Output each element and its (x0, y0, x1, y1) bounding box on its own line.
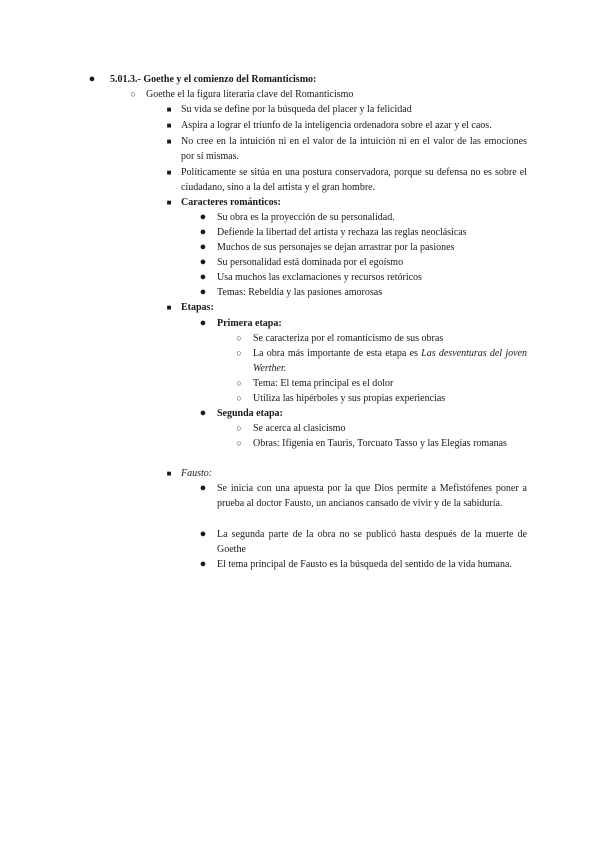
list-item: Muchos de sus personajes se dejan arrastrar por la pasiones (217, 242, 455, 253)
list-item (253, 346, 527, 376)
circle-bullet-icon: ○ (236, 378, 242, 388)
section-heading: 5.01.3.- Goethe y el comienzo del Romanticismo: (110, 74, 317, 85)
item-text: La obra más importante de esta etapa es (253, 348, 422, 359)
stage-title: Segunda etapa: (217, 408, 283, 419)
circle-bullet-icon: ○ (236, 348, 242, 358)
disc-bullet-icon: ● (199, 241, 207, 253)
circle-bullet-icon: ○ (236, 438, 242, 448)
list-item: Se inicia con una apuesta por la que Dios permite a Mefistófenes poner a prueba al doctor Fausto, un ancianos cansado de vivir y de la sabiduría. (217, 483, 527, 509)
list-item: Utiliza las hipérboles y sus propias experiencias (253, 393, 446, 404)
work-title: Las desventuras del joven Werther. (253, 348, 527, 374)
disc-bullet-icon: ● (199, 528, 207, 540)
list-item: Se acerca al clasicismo (253, 423, 346, 434)
subsection-title: Fausto: (181, 468, 213, 479)
square-bullet-icon: ■ (166, 137, 172, 146)
disc-bullet-icon: ● (199, 317, 207, 329)
disc-bullet-icon: ● (88, 73, 96, 85)
stage-title: Primera etapa: (217, 318, 282, 329)
circle-bullet-icon: ○ (236, 393, 242, 403)
intro-line: Goethe el la figura literaria clave del Romanticismo (146, 89, 354, 100)
disc-bullet-icon: ● (199, 271, 207, 283)
square-bullet-icon: ■ (166, 121, 172, 130)
list-item: Se caracteriza por el romanticismo de sus obras (253, 333, 444, 344)
list-item: Obras: Ifigenia en Tauris, Torcuato Tasso y las Elegías romanas (253, 438, 507, 449)
subsection-title: Etapas: (181, 302, 214, 313)
disc-bullet-icon: ● (199, 482, 207, 494)
list-item: Tema: El tema principal es el dolor (253, 378, 394, 389)
circle-bullet-icon: ○ (236, 423, 242, 433)
subsection-title: Caracteres románticos: (181, 197, 281, 208)
list-item: El tema principal de Fausto es la búsqueda del sentido de la vida humana. (217, 559, 512, 570)
list-item: Usa muchos las exclamaciones y recursos retóricos (217, 272, 422, 283)
disc-bullet-icon: ● (199, 558, 207, 570)
circle-bullet-icon: ○ (236, 333, 242, 343)
square-bullet-icon: ■ (166, 303, 172, 312)
circle-bullet-icon: ○ (130, 89, 136, 99)
square-bullet-icon: ■ (166, 105, 172, 114)
disc-bullet-icon: ● (199, 256, 207, 268)
list-item: No cree en la intuición ni en el valor de la intuición ni en el valor de las emociones por sí mismas. (181, 136, 527, 162)
list-item: Temas: Rebeldía y las pasiones amorosas (217, 287, 383, 298)
square-bullet-icon: ■ (166, 168, 172, 177)
disc-bullet-icon: ● (199, 407, 207, 419)
square-bullet-icon: ■ (166, 198, 172, 207)
list-item: Su personalidad está dominada por el egoísmo (217, 257, 404, 268)
list-item: Su vida se define por la búsqueda del placer y la felicidad (181, 104, 412, 115)
square-bullet-icon: ■ (166, 469, 172, 478)
disc-bullet-icon: ● (199, 286, 207, 298)
list-item: Aspira a lograr el triunfo de la inteligencia ordenadora sobre el azar y el caos. (181, 120, 492, 131)
list-item: Políticamente se sitúa en una postura conservadora, porque su defensa no es sobre el ciudadano, sino a la del artista y el gran hombre. (181, 167, 527, 193)
list-item: La segunda parte de la obra no se publicó hasta después de la muerte de Goethe (217, 529, 527, 555)
disc-bullet-icon: ● (199, 226, 207, 238)
list-item: Su obra es la proyección de su personalidad. (217, 212, 395, 223)
disc-bullet-icon: ● (199, 211, 207, 223)
list-item: Defiende la libertad del artista y rechaza las reglas neoclásicas (217, 227, 467, 238)
